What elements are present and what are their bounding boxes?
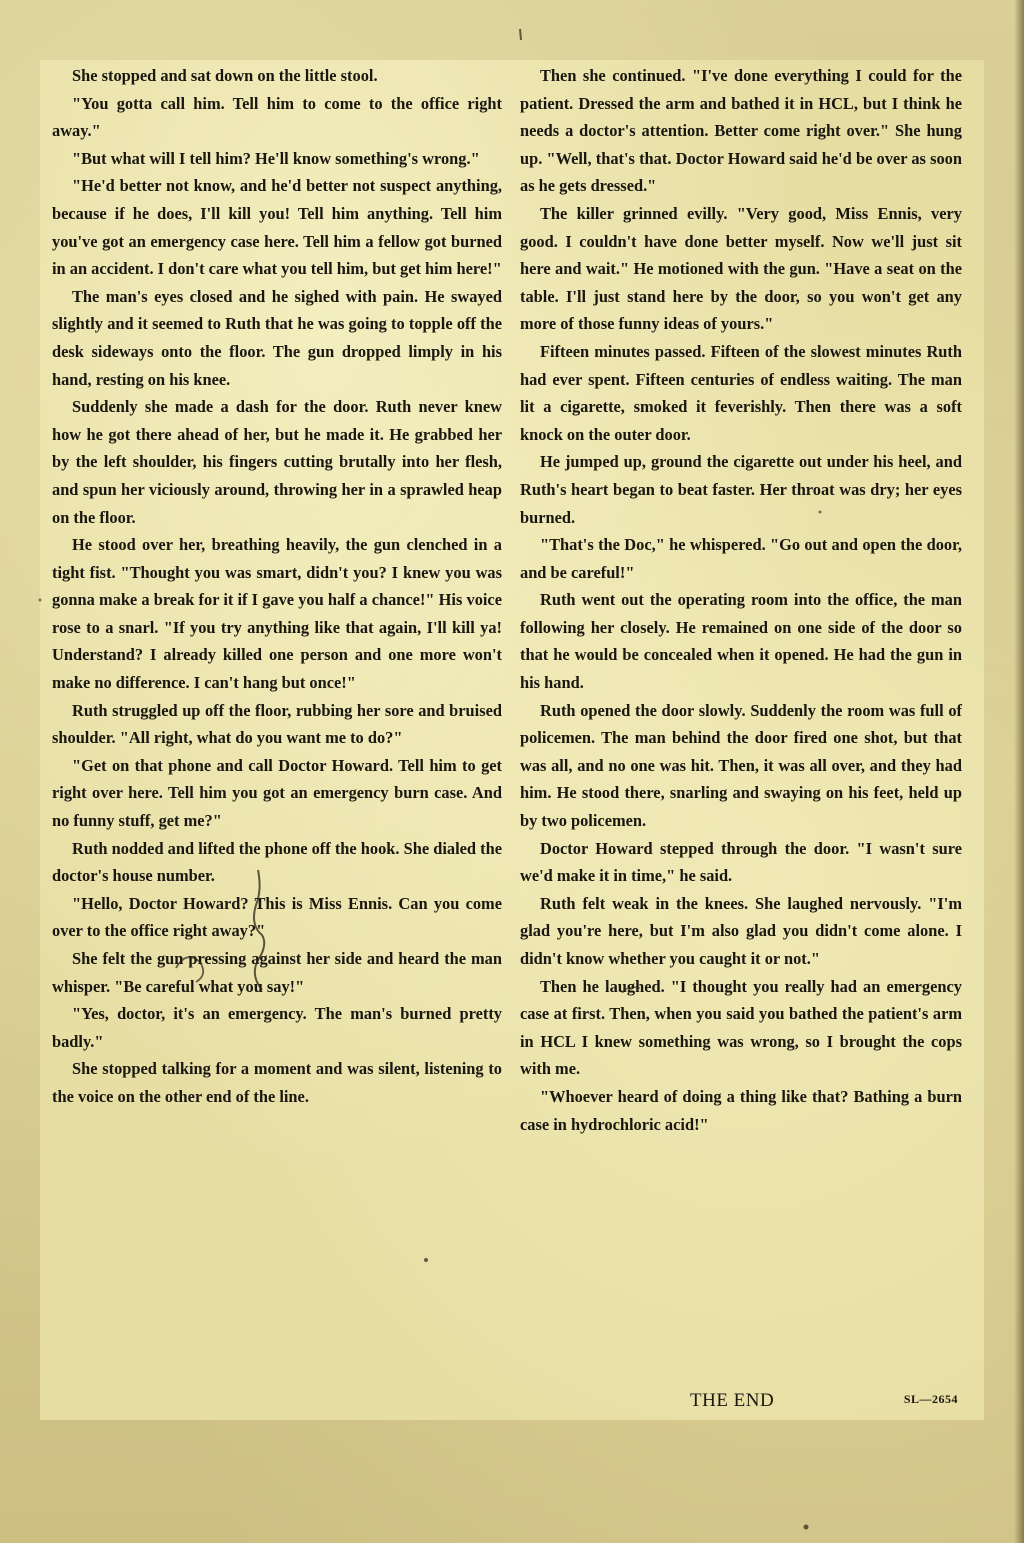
page-edge-shadow [1014,0,1024,1543]
paragraph: Then she continued. "I've done everything I could for the patient. Dressed the arm and bathed it in HCL, but I think he needs a doctor's attention. Better come right over." She hung up. "Well, that's that. Doctor Howard said he'd be over as soon as he gets dressed." [520,66,962,196]
paragraph: "Yes, doctor, it's an emergency. The man's burned pretty badly." [52,1004,502,1051]
the-end-label: THE END [690,1390,775,1411]
paragraph: Suddenly she made a dash for the door. Ruth never knew how he got there ahead of her, but he made it. He grabbed her by the left shoulder, his fingers cutting brutally into her flesh, and spun her viciously around, throwing her in a sprawled heap on the floor. [52,397,502,527]
story-footer [520,1390,962,1418]
ink-dot [804,1525,809,1530]
paragraph: "You gotta call him. Tell him to come to the office right away." [52,93,502,141]
paragraph: The man's eyes closed and he sighed with pain. He swayed slightly and it seemed to Ruth that he was going to topple off the desk sideways onto the floor. The gun dropped limply in his hand, resting on his knee. [52,286,502,389]
paragraph: Ruth opened the door slowly. Suddenly the room was full of policemen. The man behind the door fired one shot, but that was all, and no one was hit. Then, it was all over, and they had him. He stood there, snarling and swaying on his feet, held up by two policemen. [520,700,962,831]
paragraph: The killer grinned evilly. "Very good, Miss Ennis, very good. I couldn't have done better myself. Now we'll just sit here and wait." He motioned with the gun. "Have a seat on the table. I'll just stand here by the door, so you won't get any more of those funny ideas of yours." [520,203,962,334]
paragraph: "That's the Doc," he whispered. "Go out and open the door, and be careful!" [520,535,962,582]
paragraph: Ruth nodded and lifted the phone off the hook. She dialed the doctor's house number. [52,838,502,886]
paragraph: "Hello, Doctor Howard? This is Miss Ennis. Can you come over to the office right away?" [52,893,502,941]
paragraph: Doctor Howard stepped through the door. "I wasn't sure we'd make it in time," he said. [520,838,962,886]
right-text-column [520,62,962,1138]
paragraph: Ruth felt weak in the knees. She laughed nervously. "I'm glad you're here, but I'm also glad you didn't come alone. I didn't know whether you caught it or not." [520,893,962,968]
left-text-column [52,62,502,1111]
page-code: SL—2654 [903,1392,958,1406]
paragraph: Ruth went out the operating room into the office, the man following her closely. He remained on one side of the door so that he would be concealed when it opened. He had the gun in his hand. [520,590,962,693]
paragraph: She stopped and sat down on the little stool. [72,66,378,85]
paragraph: "Get on that phone and call Doctor Howard. Tell him to get right over here. Tell him you got an emergency burn case. And no funny stuff, get me?" [52,755,502,831]
paragraph: "But what will I tell him? He'll know something's wrong." [72,148,480,168]
paragraph: "Whoever heard of doing a thing like that? Bathing a burn case in hydrochloric acid!" [520,1086,962,1134]
paragraph: She stopped talking for a moment and was silent, listening to the voice on the other end of the line. [52,1059,502,1106]
paragraph: He stood over her, breathing heavily, the gun clenched in a tight fist. "Thought you was smart, didn't you? I knew you was gonna make a break for it if I gave you half a chance!" His voice rose to a snarl. "If you try anything like that again, I'll kill ya! Understand? I already killed one person and one more won't make no difference. I can't hang but once!" [52,535,502,693]
paragraph: Then he laughed. "I thought you really had an emergency case at first. Then, when you said you bathed the patient's arm in HCL I knew something was wrong, so I brought the cops with me. [520,976,962,1079]
paragraph: "He'd better not know, and he'd better not suspect anything, because if he does, I'll kill you! Tell him anything. Tell him you've got an emergency case here. Tell him a fellow got burned in an accident. I don't care what you tell him, but get him here!" [52,176,502,279]
paragraph: Fifteen minutes passed. Fifteen of the slowest minutes Ruth had ever spent. Fifteen centuries of endless waiting. The man lit a cigarette, smoked it feverishly. Then there was a soft knock on the outer door. [520,341,962,444]
paragraph: He jumped up, ground the cigarette out under his heel, and Ruth's heart began to beat faster. Her throat was dry; her eyes burned. [520,452,962,527]
paragraph: She felt the gun pressing against her side and heard the man whisper. "Be careful what you say!" [52,949,502,996]
paragraph: Ruth struggled up off the floor, rubbing her sore and bruised shoulder. "All right, what do you want me to do?" [52,700,502,748]
pen-stroke [520,29,521,40]
